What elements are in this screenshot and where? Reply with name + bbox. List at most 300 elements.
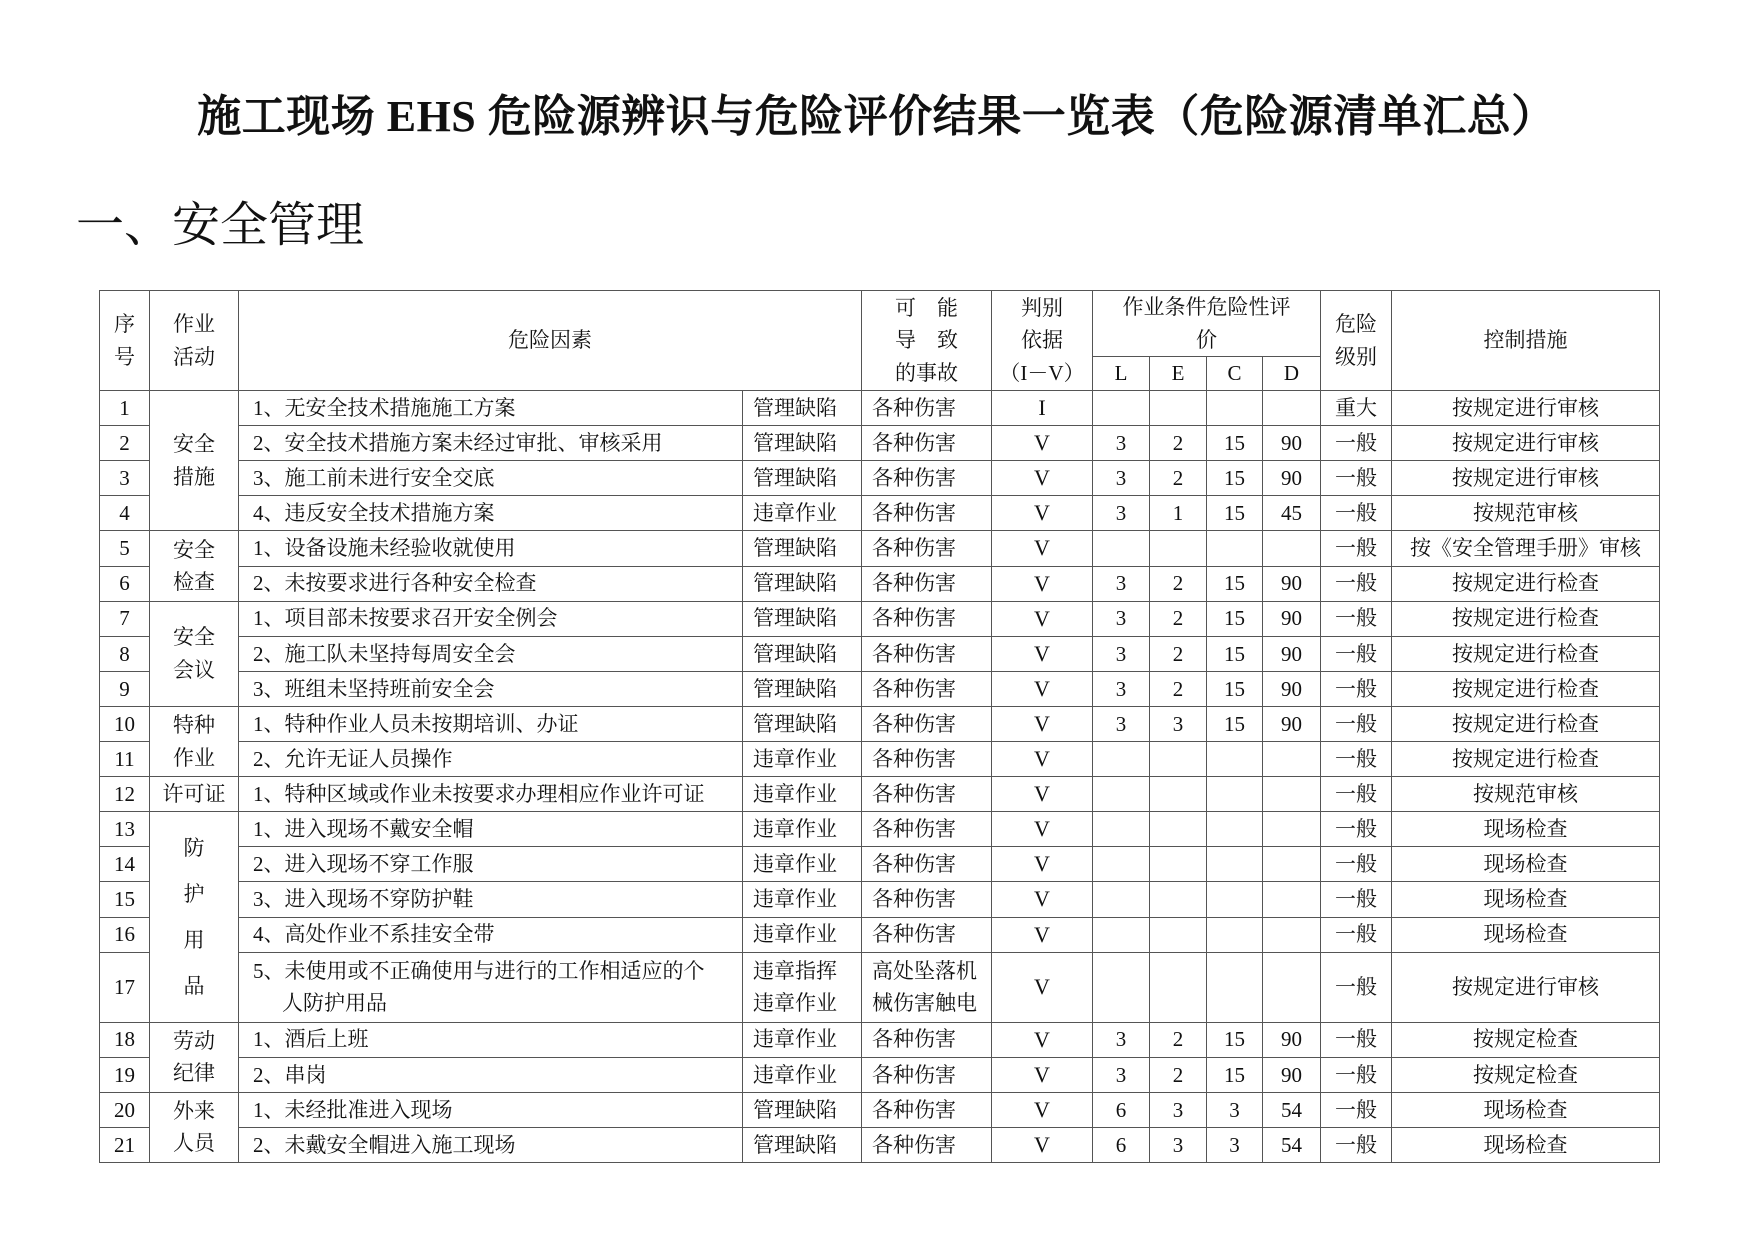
activity-cell bbox=[150, 706, 239, 776]
seq-cell: 9 bbox=[100, 671, 150, 706]
header-possible-accident bbox=[862, 291, 992, 391]
seq-cell: 16 bbox=[100, 917, 150, 952]
basis-cell: I bbox=[992, 391, 1093, 426]
accident-cell: 各种伤害 bbox=[862, 812, 992, 847]
L-cell: 3 bbox=[1093, 601, 1150, 636]
hazard-factor-cell: 2、进入现场不穿工作服 bbox=[239, 847, 743, 882]
activity-line1: 特种 bbox=[173, 712, 215, 737]
L-cell bbox=[1093, 952, 1150, 1022]
accident-line1: 高处坠落机 bbox=[872, 958, 977, 983]
header-control: 控制措施 bbox=[1392, 291, 1660, 391]
hazard-type-cell: 管理缺陷 bbox=[743, 531, 862, 566]
table-row bbox=[100, 742, 1660, 777]
hazard-type-cell: 违章作业 bbox=[743, 742, 862, 777]
title-suffix: 危险源辨识与危险评价结果一览表（危险源清单汇总） bbox=[487, 92, 1556, 141]
risk-level-cell: 一般 bbox=[1321, 1057, 1392, 1092]
seq-cell: 12 bbox=[100, 777, 150, 812]
hazard-factor-cell: 1、无安全技术措施施工方案 bbox=[239, 391, 743, 426]
header-D: D bbox=[1263, 357, 1321, 391]
hazard-factor-cell: 2、未戴安全帽进入施工现场 bbox=[239, 1127, 743, 1162]
seq-cell: 6 bbox=[100, 566, 150, 601]
section-heading: 一、安全管理 bbox=[76, 199, 365, 252]
hazard-type-cell: 违章作业 bbox=[743, 1057, 862, 1092]
control-measure-cell: 按规定检查 bbox=[1392, 1057, 1660, 1092]
seq-cell: 10 bbox=[100, 706, 150, 741]
accident-cell: 各种伤害 bbox=[862, 601, 992, 636]
C-cell: 3 bbox=[1207, 1127, 1263, 1162]
basis-cell: V bbox=[992, 636, 1093, 671]
hazard-type-cell: 违章作业 bbox=[743, 882, 862, 917]
accident-cell: 各种伤害 bbox=[862, 531, 992, 566]
hazard-table bbox=[99, 290, 1660, 1163]
accident-line2: 械伤害触电 bbox=[872, 991, 977, 1016]
accident-cell: 各种伤害 bbox=[862, 847, 992, 882]
C-cell: 15 bbox=[1207, 461, 1263, 496]
hazard-type-cell: 管理缺陷 bbox=[743, 566, 862, 601]
seq-cell: 8 bbox=[100, 636, 150, 671]
L-cell: 3 bbox=[1093, 426, 1150, 461]
header-E: E bbox=[1150, 357, 1207, 391]
basis-cell: V bbox=[992, 882, 1093, 917]
control-measure-cell: 现场检查 bbox=[1392, 847, 1660, 882]
header-accident-line2: 导 致 bbox=[895, 328, 958, 353]
hazard-type-line1: 违章指挥 bbox=[753, 958, 837, 983]
D-cell bbox=[1263, 917, 1321, 952]
hazard-type-cell: 违章作业 bbox=[743, 917, 862, 952]
basis-cell: V bbox=[992, 426, 1093, 461]
control-measure-cell: 按规定进行检查 bbox=[1392, 601, 1660, 636]
table-row bbox=[100, 496, 1660, 531]
L-cell: 6 bbox=[1093, 1127, 1150, 1162]
table-row bbox=[100, 812, 1660, 847]
hazard-factor-line2: 人防护用品 bbox=[282, 991, 387, 1016]
activity-line1: 防 bbox=[183, 835, 205, 860]
E-cell bbox=[1150, 742, 1207, 777]
document-title bbox=[0, 80, 1753, 144]
activity-line1: 许可证 bbox=[162, 781, 226, 806]
title-prefix: 施工现场 bbox=[197, 92, 376, 141]
activity-line2: 措施 bbox=[173, 464, 215, 489]
risk-level-cell: 一般 bbox=[1321, 742, 1392, 777]
hazard-factor-cell: 2、允许无证人员操作 bbox=[239, 742, 743, 777]
basis-cell: V bbox=[992, 706, 1093, 741]
table-row bbox=[100, 952, 1660, 1022]
control-measure-cell: 现场检查 bbox=[1392, 1092, 1660, 1127]
header-level-line1: 危险 bbox=[1335, 312, 1377, 336]
basis-cell: V bbox=[992, 917, 1093, 952]
control-measure-cell: 按规定进行检查 bbox=[1392, 566, 1660, 601]
E-cell bbox=[1150, 952, 1207, 1022]
L-cell bbox=[1093, 777, 1150, 812]
L-cell bbox=[1093, 812, 1150, 847]
activity-line2: 检查 bbox=[173, 570, 215, 595]
C-cell bbox=[1207, 742, 1263, 777]
header-activity bbox=[150, 291, 239, 391]
hazard-type-line2: 违章作业 bbox=[753, 991, 837, 1016]
hazard-type-cell: 管理缺陷 bbox=[743, 426, 862, 461]
hazard-type-cell bbox=[743, 952, 862, 1022]
hazard-type-cell: 管理缺陷 bbox=[743, 391, 862, 426]
hazard-type-cell: 管理缺陷 bbox=[743, 1127, 862, 1162]
L-cell: 3 bbox=[1093, 636, 1150, 671]
accident-cell: 各种伤害 bbox=[862, 1057, 992, 1092]
L-cell bbox=[1093, 391, 1150, 426]
basis-cell: V bbox=[992, 1022, 1093, 1057]
header-basis-line3: （I－V） bbox=[999, 360, 1085, 385]
E-cell bbox=[1150, 391, 1207, 426]
C-cell: 3 bbox=[1207, 1092, 1263, 1127]
basis-cell: V bbox=[992, 742, 1093, 777]
E-cell: 2 bbox=[1150, 566, 1207, 601]
risk-level-cell: 重大 bbox=[1321, 391, 1392, 426]
D-cell bbox=[1263, 391, 1321, 426]
E-cell bbox=[1150, 847, 1207, 882]
E-cell: 3 bbox=[1150, 1127, 1207, 1162]
seq-cell: 19 bbox=[100, 1057, 150, 1092]
table-row bbox=[100, 461, 1660, 496]
control-measure-cell: 现场检查 bbox=[1392, 1127, 1660, 1162]
control-measure-cell: 现场检查 bbox=[1392, 917, 1660, 952]
activity-line3: 用 bbox=[183, 927, 205, 952]
activity-line2: 纪律 bbox=[173, 1061, 215, 1086]
control-measure-cell: 按规定进行审核 bbox=[1392, 952, 1660, 1022]
activity-line2: 作业 bbox=[173, 745, 215, 770]
D-cell: 90 bbox=[1263, 426, 1321, 461]
seq-cell: 4 bbox=[100, 496, 150, 531]
accident-cell: 各种伤害 bbox=[862, 391, 992, 426]
hazard-type-cell: 管理缺陷 bbox=[743, 461, 862, 496]
hazard-factor-cell: 4、高处作业不系挂安全带 bbox=[239, 917, 743, 952]
L-cell bbox=[1093, 847, 1150, 882]
control-measure-cell: 按《安全管理手册》审核 bbox=[1392, 531, 1660, 566]
accident-cell bbox=[862, 952, 992, 1022]
risk-level-cell: 一般 bbox=[1321, 496, 1392, 531]
C-cell: 15 bbox=[1207, 671, 1263, 706]
accident-cell: 各种伤害 bbox=[862, 742, 992, 777]
basis-cell: V bbox=[992, 1127, 1093, 1162]
E-cell: 2 bbox=[1150, 601, 1207, 636]
accident-cell: 各种伤害 bbox=[862, 917, 992, 952]
basis-cell: V bbox=[992, 777, 1093, 812]
accident-cell: 各种伤害 bbox=[862, 671, 992, 706]
control-measure-cell: 按规定进行审核 bbox=[1392, 391, 1660, 426]
seq-cell: 1 bbox=[100, 391, 150, 426]
table-row bbox=[100, 882, 1660, 917]
table-row bbox=[100, 531, 1660, 566]
accident-cell: 各种伤害 bbox=[862, 882, 992, 917]
hazard-factor-cell: 2、未按要求进行各种安全检查 bbox=[239, 566, 743, 601]
table-row bbox=[100, 1092, 1660, 1127]
hazard-type-cell: 管理缺陷 bbox=[743, 671, 862, 706]
accident-cell: 各种伤害 bbox=[862, 777, 992, 812]
table-row bbox=[100, 1022, 1660, 1057]
D-cell: 45 bbox=[1263, 496, 1321, 531]
header-basis-line2: 依据 bbox=[1021, 328, 1063, 353]
hazard-factor-cell: 2、施工队未坚持每周安全会 bbox=[239, 636, 743, 671]
header-activity-line2: 活动 bbox=[173, 344, 215, 369]
header-seq-line2: 号 bbox=[114, 344, 135, 369]
C-cell: 15 bbox=[1207, 426, 1263, 461]
C-cell: 15 bbox=[1207, 1057, 1263, 1092]
C-cell bbox=[1207, 391, 1263, 426]
risk-level-cell: 一般 bbox=[1321, 636, 1392, 671]
hazard-type-cell: 管理缺陷 bbox=[743, 706, 862, 741]
D-cell: 90 bbox=[1263, 601, 1321, 636]
C-cell bbox=[1207, 882, 1263, 917]
accident-cell: 各种伤害 bbox=[862, 636, 992, 671]
risk-level-cell: 一般 bbox=[1321, 847, 1392, 882]
table-row bbox=[100, 671, 1660, 706]
activity-line1: 劳动 bbox=[173, 1028, 215, 1053]
control-measure-cell: 按规定进行检查 bbox=[1392, 636, 1660, 671]
E-cell bbox=[1150, 882, 1207, 917]
basis-cell: V bbox=[992, 847, 1093, 882]
E-cell: 1 bbox=[1150, 496, 1207, 531]
basis-cell: V bbox=[992, 461, 1093, 496]
header-accident-line1: 可 能 bbox=[895, 295, 958, 320]
activity-line1: 安全 bbox=[173, 432, 215, 457]
seq-cell: 5 bbox=[100, 531, 150, 566]
hazard-factor-cell: 2、串岗 bbox=[239, 1057, 743, 1092]
C-cell: 15 bbox=[1207, 601, 1263, 636]
seq-cell: 17 bbox=[100, 952, 150, 1022]
accident-cell: 各种伤害 bbox=[862, 1092, 992, 1127]
basis-cell: V bbox=[992, 601, 1093, 636]
accident-cell: 各种伤害 bbox=[862, 496, 992, 531]
control-measure-cell: 按规定进行审核 bbox=[1392, 426, 1660, 461]
D-cell bbox=[1263, 531, 1321, 566]
accident-cell: 各种伤害 bbox=[862, 566, 992, 601]
C-cell bbox=[1207, 812, 1263, 847]
accident-cell: 各种伤害 bbox=[862, 426, 992, 461]
L-cell bbox=[1093, 882, 1150, 917]
table-row bbox=[100, 1127, 1660, 1162]
table-row bbox=[100, 1057, 1660, 1092]
header-basis-line1: 判别 bbox=[1021, 295, 1063, 320]
E-cell: 2 bbox=[1150, 426, 1207, 461]
seq-cell: 18 bbox=[100, 1022, 150, 1057]
basis-cell: V bbox=[992, 531, 1093, 566]
E-cell bbox=[1150, 777, 1207, 812]
activity-line1: 安全 bbox=[173, 625, 215, 650]
control-measure-cell: 现场检查 bbox=[1392, 882, 1660, 917]
L-cell bbox=[1093, 531, 1150, 566]
seq-cell: 14 bbox=[100, 847, 150, 882]
basis-cell: V bbox=[992, 496, 1093, 531]
activity-line2: 会议 bbox=[173, 657, 215, 682]
accident-cell: 各种伤害 bbox=[862, 461, 992, 496]
header-hazard-factor: 危险因素 bbox=[239, 291, 862, 391]
L-cell: 3 bbox=[1093, 461, 1150, 496]
activity-line4: 品 bbox=[183, 974, 205, 999]
header-seq-line1: 序 bbox=[114, 312, 135, 336]
E-cell bbox=[1150, 917, 1207, 952]
header-level-line2: 级别 bbox=[1335, 344, 1377, 369]
hazard-factor-cell: 3、进入现场不穿防护鞋 bbox=[239, 882, 743, 917]
header-evaluation bbox=[1093, 291, 1321, 357]
header-seq bbox=[100, 291, 150, 391]
L-cell: 3 bbox=[1093, 671, 1150, 706]
table-body bbox=[100, 391, 1660, 1163]
E-cell: 2 bbox=[1150, 461, 1207, 496]
basis-cell: V bbox=[992, 671, 1093, 706]
header-level bbox=[1321, 291, 1392, 391]
D-cell bbox=[1263, 882, 1321, 917]
seq-cell: 15 bbox=[100, 882, 150, 917]
hazard-factor-cell: 1、未经批准进入现场 bbox=[239, 1092, 743, 1127]
L-cell: 3 bbox=[1093, 566, 1150, 601]
E-cell: 3 bbox=[1150, 1092, 1207, 1127]
hazard-factor-cell: 1、项目部未按要求召开安全例会 bbox=[239, 601, 743, 636]
header-basis bbox=[992, 291, 1093, 391]
D-cell: 54 bbox=[1263, 1127, 1321, 1162]
C-cell: 15 bbox=[1207, 706, 1263, 741]
table-row bbox=[100, 426, 1660, 461]
L-cell bbox=[1093, 742, 1150, 777]
E-cell bbox=[1150, 812, 1207, 847]
header-activity-line1: 作业 bbox=[173, 312, 215, 336]
D-cell: 90 bbox=[1263, 636, 1321, 671]
activity-line1: 安全 bbox=[173, 537, 215, 562]
D-cell bbox=[1263, 847, 1321, 882]
table-row bbox=[100, 777, 1660, 812]
D-cell: 90 bbox=[1263, 706, 1321, 741]
risk-level-cell: 一般 bbox=[1321, 1022, 1392, 1057]
control-measure-cell: 按规定进行审核 bbox=[1392, 461, 1660, 496]
hazard-factor-cell: 3、班组未坚持班前安全会 bbox=[239, 671, 743, 706]
basis-cell: V bbox=[992, 812, 1093, 847]
table-row bbox=[100, 391, 1660, 426]
basis-cell: V bbox=[992, 952, 1093, 1022]
D-cell: 90 bbox=[1263, 1022, 1321, 1057]
control-measure-cell: 按规定进行检查 bbox=[1392, 706, 1660, 741]
control-measure-cell: 按规定检查 bbox=[1392, 1022, 1660, 1057]
risk-level-cell: 一般 bbox=[1321, 1092, 1392, 1127]
seq-cell: 13 bbox=[100, 812, 150, 847]
hazard-type-cell: 管理缺陷 bbox=[743, 1092, 862, 1127]
seq-cell: 7 bbox=[100, 601, 150, 636]
accident-cell: 各种伤害 bbox=[862, 706, 992, 741]
activity-line1: 外来 bbox=[173, 1098, 215, 1123]
L-cell: 3 bbox=[1093, 706, 1150, 741]
risk-level-cell: 一般 bbox=[1321, 917, 1392, 952]
C-cell: 15 bbox=[1207, 1022, 1263, 1057]
C-cell: 15 bbox=[1207, 636, 1263, 671]
hazard-type-cell: 管理缺陷 bbox=[743, 601, 862, 636]
control-measure-cell: 按规范审核 bbox=[1392, 496, 1660, 531]
activity-line2: 护 bbox=[183, 881, 205, 906]
table-row bbox=[100, 566, 1660, 601]
header-L: L bbox=[1093, 357, 1150, 391]
control-measure-cell: 按规范审核 bbox=[1392, 777, 1660, 812]
header-accident-line3: 的事故 bbox=[895, 360, 958, 385]
hazard-factor-cell: 3、施工前未进行安全交底 bbox=[239, 461, 743, 496]
L-cell: 6 bbox=[1093, 1092, 1150, 1127]
D-cell: 90 bbox=[1263, 1057, 1321, 1092]
C-cell bbox=[1207, 952, 1263, 1022]
hazard-factor-cell: 1、设备设施未经验收就使用 bbox=[239, 531, 743, 566]
D-cell bbox=[1263, 742, 1321, 777]
risk-level-cell: 一般 bbox=[1321, 601, 1392, 636]
hazard-type-cell: 违章作业 bbox=[743, 812, 862, 847]
hazard-factor-cell: 1、进入现场不戴安全帽 bbox=[239, 812, 743, 847]
hazard-type-cell: 违章作业 bbox=[743, 1022, 862, 1057]
accident-cell: 各种伤害 bbox=[862, 1127, 992, 1162]
header-C: C bbox=[1207, 357, 1263, 391]
header-evaluation-line1: 作业条件危险性评 bbox=[1122, 295, 1291, 319]
D-cell: 90 bbox=[1263, 671, 1321, 706]
risk-level-cell: 一般 bbox=[1321, 531, 1392, 566]
risk-level-cell: 一般 bbox=[1321, 426, 1392, 461]
seq-cell: 2 bbox=[100, 426, 150, 461]
title-ehs: EHS bbox=[375, 92, 488, 141]
E-cell: 2 bbox=[1150, 636, 1207, 671]
basis-cell: V bbox=[992, 566, 1093, 601]
hazard-factor-cell bbox=[239, 952, 743, 1022]
seq-cell: 3 bbox=[100, 461, 150, 496]
table-row bbox=[100, 636, 1660, 671]
basis-cell: V bbox=[992, 1092, 1093, 1127]
control-measure-cell: 按规定进行检查 bbox=[1392, 671, 1660, 706]
hazard-type-cell: 管理缺陷 bbox=[743, 636, 862, 671]
hazard-factor-line1: 5、未使用或不正确使用与进行的工作相适应的个 bbox=[253, 958, 705, 983]
risk-level-cell: 一般 bbox=[1321, 952, 1392, 1022]
E-cell: 2 bbox=[1150, 1022, 1207, 1057]
activity-cell bbox=[150, 812, 239, 1022]
L-cell: 3 bbox=[1093, 496, 1150, 531]
D-cell: 90 bbox=[1263, 566, 1321, 601]
table-row bbox=[100, 706, 1660, 741]
D-cell bbox=[1263, 812, 1321, 847]
risk-level-cell: 一般 bbox=[1321, 777, 1392, 812]
risk-level-cell: 一般 bbox=[1321, 812, 1392, 847]
activity-line2: 人员 bbox=[173, 1131, 215, 1156]
C-cell: 15 bbox=[1207, 496, 1263, 531]
E-cell bbox=[1150, 531, 1207, 566]
D-cell: 54 bbox=[1263, 1092, 1321, 1127]
L-cell bbox=[1093, 917, 1150, 952]
L-cell: 3 bbox=[1093, 1022, 1150, 1057]
E-cell: 2 bbox=[1150, 1057, 1207, 1092]
hazard-factor-cell: 1、酒后上班 bbox=[239, 1022, 743, 1057]
C-cell bbox=[1207, 531, 1263, 566]
L-cell: 3 bbox=[1093, 1057, 1150, 1092]
hazard-factor-cell: 1、特种区域或作业未按要求办理相应作业许可证 bbox=[239, 777, 743, 812]
risk-level-cell: 一般 bbox=[1321, 671, 1392, 706]
risk-level-cell: 一般 bbox=[1321, 566, 1392, 601]
D-cell: 90 bbox=[1263, 461, 1321, 496]
C-cell bbox=[1207, 847, 1263, 882]
C-cell: 15 bbox=[1207, 566, 1263, 601]
basis-cell: V bbox=[992, 1057, 1093, 1092]
table-row bbox=[100, 917, 1660, 952]
risk-level-cell: 一般 bbox=[1321, 706, 1392, 741]
D-cell bbox=[1263, 777, 1321, 812]
activity-cell bbox=[150, 1092, 239, 1162]
activity-cell bbox=[150, 531, 239, 601]
C-cell bbox=[1207, 777, 1263, 812]
activity-cell bbox=[150, 601, 239, 706]
table-row bbox=[100, 847, 1660, 882]
E-cell: 3 bbox=[1150, 706, 1207, 741]
risk-level-cell: 一般 bbox=[1321, 882, 1392, 917]
activity-cell bbox=[150, 777, 239, 812]
D-cell bbox=[1263, 952, 1321, 1022]
hazard-type-cell: 违章作业 bbox=[743, 847, 862, 882]
E-cell: 2 bbox=[1150, 671, 1207, 706]
activity-cell bbox=[150, 391, 239, 531]
C-cell bbox=[1207, 917, 1263, 952]
